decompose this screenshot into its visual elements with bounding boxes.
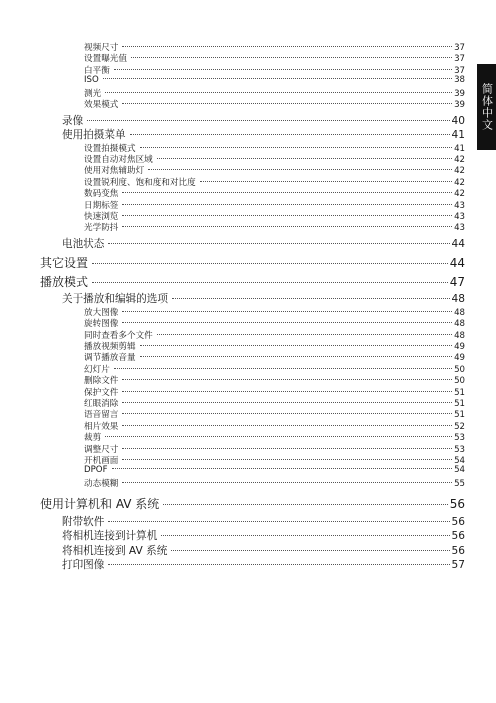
- toc-leader-dots: [122, 192, 452, 193]
- toc-entry-title: 录像: [62, 114, 84, 127]
- toc-entry-title: 日期标签: [84, 200, 119, 211]
- toc-entry-title: 光学防抖: [84, 223, 119, 234]
- toc-leader-dots: [122, 448, 452, 449]
- language-tab-label: 简体中文: [480, 83, 494, 131]
- toc-entry-title: 裁剪: [84, 433, 102, 444]
- toc-entry[interactable]: [84, 153, 465, 165]
- toc-entry[interactable]: [62, 127, 465, 142]
- toc-entry-title: 调节播放音量: [84, 353, 136, 364]
- toc-entry-title: 测光: [84, 88, 102, 99]
- toc-entry[interactable]: [84, 64, 465, 76]
- toc-entry-title: 幻灯片: [84, 364, 110, 375]
- toc-entry-page: 48: [454, 330, 465, 341]
- toc-entry-page: 37: [454, 65, 465, 76]
- toc-entry-page: 43: [454, 223, 465, 234]
- toc-entry-page: 48: [454, 307, 465, 318]
- toc-entry-page: 40: [451, 114, 465, 127]
- toc-entry[interactable]: [62, 528, 465, 543]
- toc-entry-page: 37: [454, 54, 465, 65]
- toc-entry-page: 41: [454, 143, 465, 154]
- toc-leader-dots: [122, 391, 452, 392]
- toc-leader-dots: [122, 103, 452, 104]
- toc-entry-page: 51: [454, 410, 465, 421]
- toc-entry-title: 白平衡: [84, 65, 110, 76]
- toc-leader-dots: [140, 345, 452, 346]
- toc-leader-dots: [108, 243, 449, 244]
- toc-entry-title: 数码变焦: [84, 189, 119, 200]
- toc-leader-dots: [157, 334, 452, 335]
- toc-entry[interactable]: [84, 87, 465, 99]
- toc-entry-title: 语音留言: [84, 410, 119, 421]
- toc-entry-page: 49: [454, 342, 465, 352]
- toc-entry-title: 将相机连接到计算机: [62, 530, 158, 543]
- toc-entry-page: 41: [451, 129, 465, 141]
- toc-entry-page: 44: [451, 237, 465, 250]
- toc-entry-title: 将相机连接到 AV 系统: [62, 544, 168, 557]
- toc-entry[interactable]: [84, 187, 465, 199]
- toc-entry[interactable]: [84, 41, 465, 53]
- toc-entry-title: 使用对焦辅助灯: [84, 166, 145, 177]
- toc-leader-dots: [122, 46, 452, 47]
- toc-leader-dots: [103, 78, 452, 79]
- toc-entry-page: 54: [454, 465, 465, 476]
- toc-entry-page: 43: [454, 211, 465, 222]
- toc-entry[interactable]: [62, 543, 465, 558]
- toc-entry-title: 动态模糊: [84, 478, 119, 489]
- toc-entry-page: 51: [454, 387, 465, 398]
- toc-entry-title: 附带软件: [62, 515, 105, 528]
- toc-entry[interactable]: [84, 306, 465, 318]
- toc-leader-dots: [122, 311, 452, 312]
- toc-entry[interactable]: [62, 557, 465, 572]
- toc-entry[interactable]: [84, 142, 465, 154]
- toc-leader-dots: [148, 169, 452, 170]
- toc-entry[interactable]: [40, 495, 465, 512]
- toc-leader-dots: [114, 69, 452, 70]
- toc-entry-page: 48: [451, 293, 465, 306]
- toc-entry-page: 42: [454, 166, 465, 177]
- toc-entry[interactable]: [84, 408, 465, 420]
- toc-leader-dots: [108, 521, 449, 522]
- toc-leader-dots: [122, 204, 452, 205]
- toc-entry-title: 视频尺寸: [84, 43, 119, 53]
- toc-entry-title: 相片效果: [84, 421, 119, 432]
- toc-leader-dots: [105, 92, 452, 93]
- toc-leader-dots: [112, 468, 453, 469]
- toc-leader-dots: [200, 181, 452, 182]
- toc-leader-dots: [157, 158, 452, 159]
- toc-entry[interactable]: [84, 431, 465, 443]
- toc-entry-page: 49: [454, 353, 465, 364]
- toc-entry[interactable]: [84, 98, 465, 110]
- toc-entry[interactable]: [84, 351, 465, 363]
- toc-entry[interactable]: [84, 443, 465, 455]
- toc-entry[interactable]: [84, 465, 465, 475]
- toc-entry-title: 快速浏览: [84, 211, 119, 222]
- toc-leader-dots: [161, 535, 449, 536]
- toc-entry-title: 旋转图像: [84, 319, 119, 330]
- toc-leader-dots: [122, 322, 452, 323]
- toc-entry-page: 44: [449, 256, 465, 271]
- toc-entry-page: 48: [454, 319, 465, 330]
- toc-entry[interactable]: [62, 514, 465, 529]
- toc-entry[interactable]: [84, 210, 465, 222]
- toc-leader-dots: [92, 263, 448, 264]
- toc-entry-page: 56: [451, 515, 465, 528]
- toc-entry[interactable]: [62, 291, 465, 306]
- toc-entry-page: 39: [454, 100, 465, 110]
- toc-leader-dots: [163, 504, 447, 505]
- toc-leader-dots: [122, 226, 452, 227]
- toc-leader-dots: [172, 298, 450, 299]
- toc-entry-page: 42: [454, 189, 465, 200]
- toc-leader-dots: [131, 57, 452, 58]
- toc-entry-title: 调整尺寸: [84, 444, 119, 455]
- toc-entry-title: 放大图像: [84, 307, 119, 318]
- toc-entry[interactable]: [84, 386, 465, 398]
- toc-entry[interactable]: [84, 374, 465, 386]
- toc-leader-dots: [171, 550, 449, 551]
- toc-entry-page: 53: [454, 444, 465, 455]
- toc-entry-title: 使用计算机和 AV 系统: [40, 497, 160, 512]
- toc-entry-page: 47: [449, 274, 465, 289]
- toc-entry[interactable]: [84, 397, 465, 409]
- toc-entry-title: 设置自动对焦区域: [84, 154, 153, 165]
- toc-entry-title: 关于播放和编辑的选项: [62, 293, 168, 306]
- toc-entry-page: 38: [454, 75, 465, 86]
- toc-leader-dots: [122, 482, 452, 483]
- toc-leader-dots: [122, 459, 452, 460]
- language-tab: [477, 64, 496, 150]
- toc-entry-title: DPOF: [84, 465, 108, 476]
- toc-entry-title: 效果模式: [84, 100, 119, 110]
- toc-entry[interactable]: [62, 236, 465, 251]
- toc-leader-dots: [87, 120, 449, 121]
- toc-leader-dots: [130, 134, 450, 135]
- toc-entry[interactable]: [40, 254, 465, 271]
- toc-entry-page: 39: [454, 88, 465, 99]
- toc-entry-page: 50: [454, 376, 465, 387]
- toc-entry-title: 设置锐利度、饱和度和对比度: [84, 177, 196, 188]
- toc-entry-title: 设置拍摄模式: [84, 143, 136, 154]
- toc-entry-page: 54: [454, 456, 465, 466]
- toc-leader-dots: [108, 564, 449, 565]
- toc-leader-dots: [122, 425, 452, 426]
- toc-leader-dots: [140, 356, 452, 357]
- toc-entry-page: 50: [454, 364, 465, 375]
- toc-entry[interactable]: [84, 317, 465, 329]
- toc-entry-title: 播放视频剪辑: [84, 342, 136, 352]
- toc-entry-page: 56: [451, 544, 465, 557]
- toc-leader-dots: [122, 413, 452, 414]
- toc-entry-title: 红眼消除: [84, 399, 119, 409]
- toc-entry-page: 37: [454, 43, 465, 53]
- toc-entry-title: 电池状态: [62, 237, 105, 250]
- toc-entry-page: 53: [454, 433, 465, 444]
- toc-entry-title: 开机画面: [84, 456, 119, 466]
- toc-leader-dots: [105, 436, 452, 437]
- toc-leader-dots: [114, 368, 452, 369]
- toc-entry[interactable]: [84, 75, 465, 85]
- toc-entry-title: ISO: [84, 75, 99, 86]
- toc-entry-title: 打印图像: [62, 559, 105, 572]
- toc-leader-dots: [92, 282, 448, 283]
- toc-entry-title: 同时查看多个文件: [84, 330, 153, 341]
- toc-entry[interactable]: [84, 454, 465, 466]
- toc-entry-page: 56: [451, 530, 465, 543]
- toc-entry-page: 51: [454, 399, 465, 409]
- toc-entry[interactable]: [84, 363, 465, 375]
- toc-entry[interactable]: [84, 340, 465, 352]
- toc-entry-title: 保护文件: [84, 387, 119, 398]
- toc-entry-page: 42: [454, 154, 465, 165]
- toc-entry[interactable]: [62, 113, 465, 128]
- toc-leader-dots: [122, 379, 452, 380]
- toc-entry-page: 52: [454, 421, 465, 432]
- toc-entry-page: 42: [454, 177, 465, 188]
- toc-entry[interactable]: [84, 221, 465, 233]
- toc-entry-title: 播放模式: [40, 274, 89, 289]
- toc-entry-title: 删除文件: [84, 376, 119, 387]
- toc-leader-dots: [122, 215, 452, 216]
- toc-entry[interactable]: [84, 199, 465, 211]
- toc-entry[interactable]: [84, 329, 465, 341]
- toc-leader-dots: [122, 402, 452, 403]
- toc-entry[interactable]: [84, 477, 465, 489]
- toc-entry-page: 57: [451, 559, 465, 572]
- toc-entry[interactable]: [84, 52, 465, 64]
- toc-entry-title: 其它设置: [40, 256, 89, 271]
- toc-entry-page: 43: [454, 200, 465, 211]
- toc-entry-page: 55: [454, 478, 465, 489]
- toc-entry-title: 设置曝光值: [84, 54, 127, 65]
- toc-entry[interactable]: [84, 176, 465, 188]
- toc-entry-page: 56: [449, 497, 465, 512]
- toc-entry[interactable]: [84, 164, 465, 176]
- toc-entry-title: 使用拍摄菜单: [62, 129, 126, 141]
- toc-entry[interactable]: [84, 420, 465, 432]
- toc-leader-dots: [140, 147, 452, 148]
- toc-entry[interactable]: [40, 273, 465, 290]
